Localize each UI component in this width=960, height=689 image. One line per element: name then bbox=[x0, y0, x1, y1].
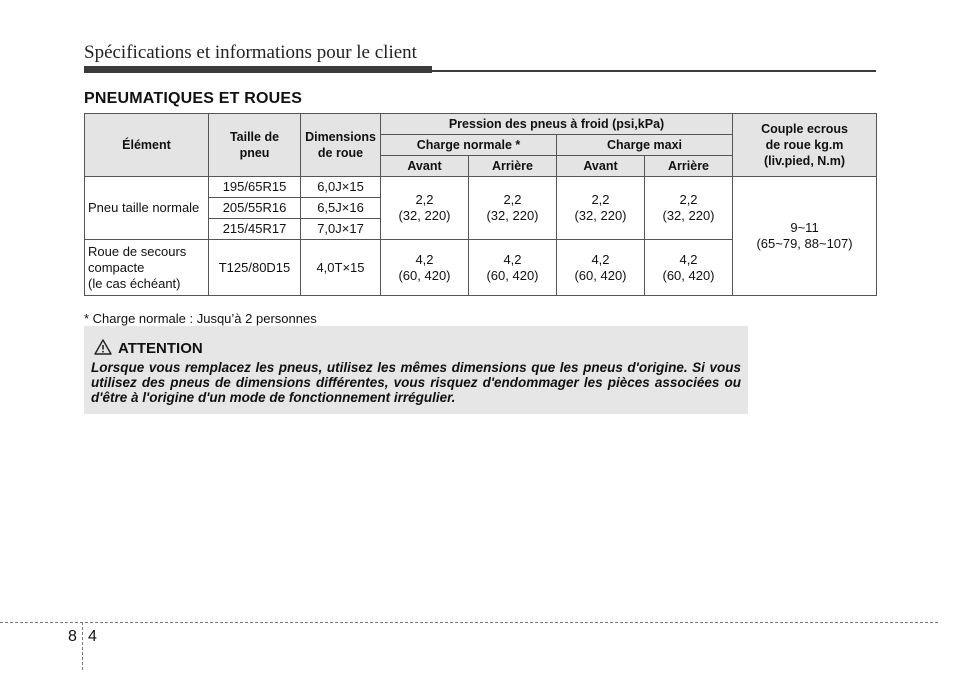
load-footnote: * Charge normale : Jusqu’à 2 personnes bbox=[84, 311, 317, 326]
wheel-dim-cell: 7,0J×17 bbox=[301, 219, 381, 240]
header-rear-max: Arrière bbox=[645, 156, 733, 177]
header-nut-torque: Couple ecrous de roue kg.m (liv.pied, N.m) bbox=[733, 114, 877, 177]
pressure-cell: 4,2 (60, 420) bbox=[469, 240, 557, 296]
pressure-cell: 2,2 (32, 220) bbox=[469, 177, 557, 240]
header-max-load: Charge maxi bbox=[557, 135, 733, 156]
spare-tire-label: Roue de secours compacte (le cas échéant) bbox=[85, 240, 209, 296]
attention-text: Lorsque vous remplacez les pneus, utilisez les mêmes dimensions que les pneus d'origine. Si vous utilisez des pneus de dimensions différentes, vous risquez d'endommager les pièces associées ou d'être à l'origine d'un mode de fonctionnement irrégulier. bbox=[91, 360, 741, 405]
footer-divider bbox=[0, 622, 938, 623]
pressure-cell: 2,2 (32, 220) bbox=[557, 177, 645, 240]
warning-triangle-icon bbox=[94, 339, 112, 355]
header-rule bbox=[432, 70, 876, 72]
header-element: Élément bbox=[85, 114, 209, 177]
pressure-cell: 2,2 (32, 220) bbox=[645, 177, 733, 240]
header-cold-pressure: Pression des pneus à froid (psi,kPa) bbox=[381, 114, 733, 135]
attention-box bbox=[84, 326, 748, 414]
header-rear-normal: Arrière bbox=[469, 156, 557, 177]
wheel-dim-cell: 4,0T×15 bbox=[301, 240, 381, 296]
wheel-dim-cell: 6,0J×15 bbox=[301, 177, 381, 198]
pressure-cell: 2,2 (32, 220) bbox=[381, 177, 469, 240]
page-header-title: Spécifications et informations pour le client bbox=[84, 42, 417, 63]
section-title: PNEUMATIQUES ET ROUES bbox=[84, 90, 303, 107]
header-normal-load: Charge normale * bbox=[381, 135, 557, 156]
header-front-max: Avant bbox=[557, 156, 645, 177]
page-chapter-number: 8 bbox=[68, 628, 77, 645]
tire-size-cell: T125/80D15 bbox=[209, 240, 301, 296]
pressure-cell: 4,2 (60, 420) bbox=[557, 240, 645, 296]
header-wheel-dimensions: Dimensions de roue bbox=[301, 114, 381, 177]
wheel-dim-cell: 6,5J×16 bbox=[301, 198, 381, 219]
tire-spec-table bbox=[84, 113, 877, 296]
footer-page-divider bbox=[82, 622, 83, 670]
attention-title: ATTENTION bbox=[118, 340, 203, 357]
tire-size-cell: 195/65R15 bbox=[209, 177, 301, 198]
tire-size-cell: 215/45R17 bbox=[209, 219, 301, 240]
torque-value-cell: 9~11 (65~79, 88~107) bbox=[733, 177, 877, 296]
header-bar bbox=[84, 66, 432, 73]
pressure-cell: 4,2 (60, 420) bbox=[645, 240, 733, 296]
table-header-row bbox=[85, 114, 877, 135]
normal-tire-label: Pneu taille normale bbox=[85, 177, 209, 240]
pressure-cell: 4,2 (60, 420) bbox=[381, 240, 469, 296]
table-row bbox=[85, 177, 877, 198]
header-front-normal: Avant bbox=[381, 156, 469, 177]
tire-size-cell: 205/55R16 bbox=[209, 198, 301, 219]
header-tire-size: Taille de pneu bbox=[209, 114, 301, 177]
page-number: 4 bbox=[88, 628, 97, 645]
